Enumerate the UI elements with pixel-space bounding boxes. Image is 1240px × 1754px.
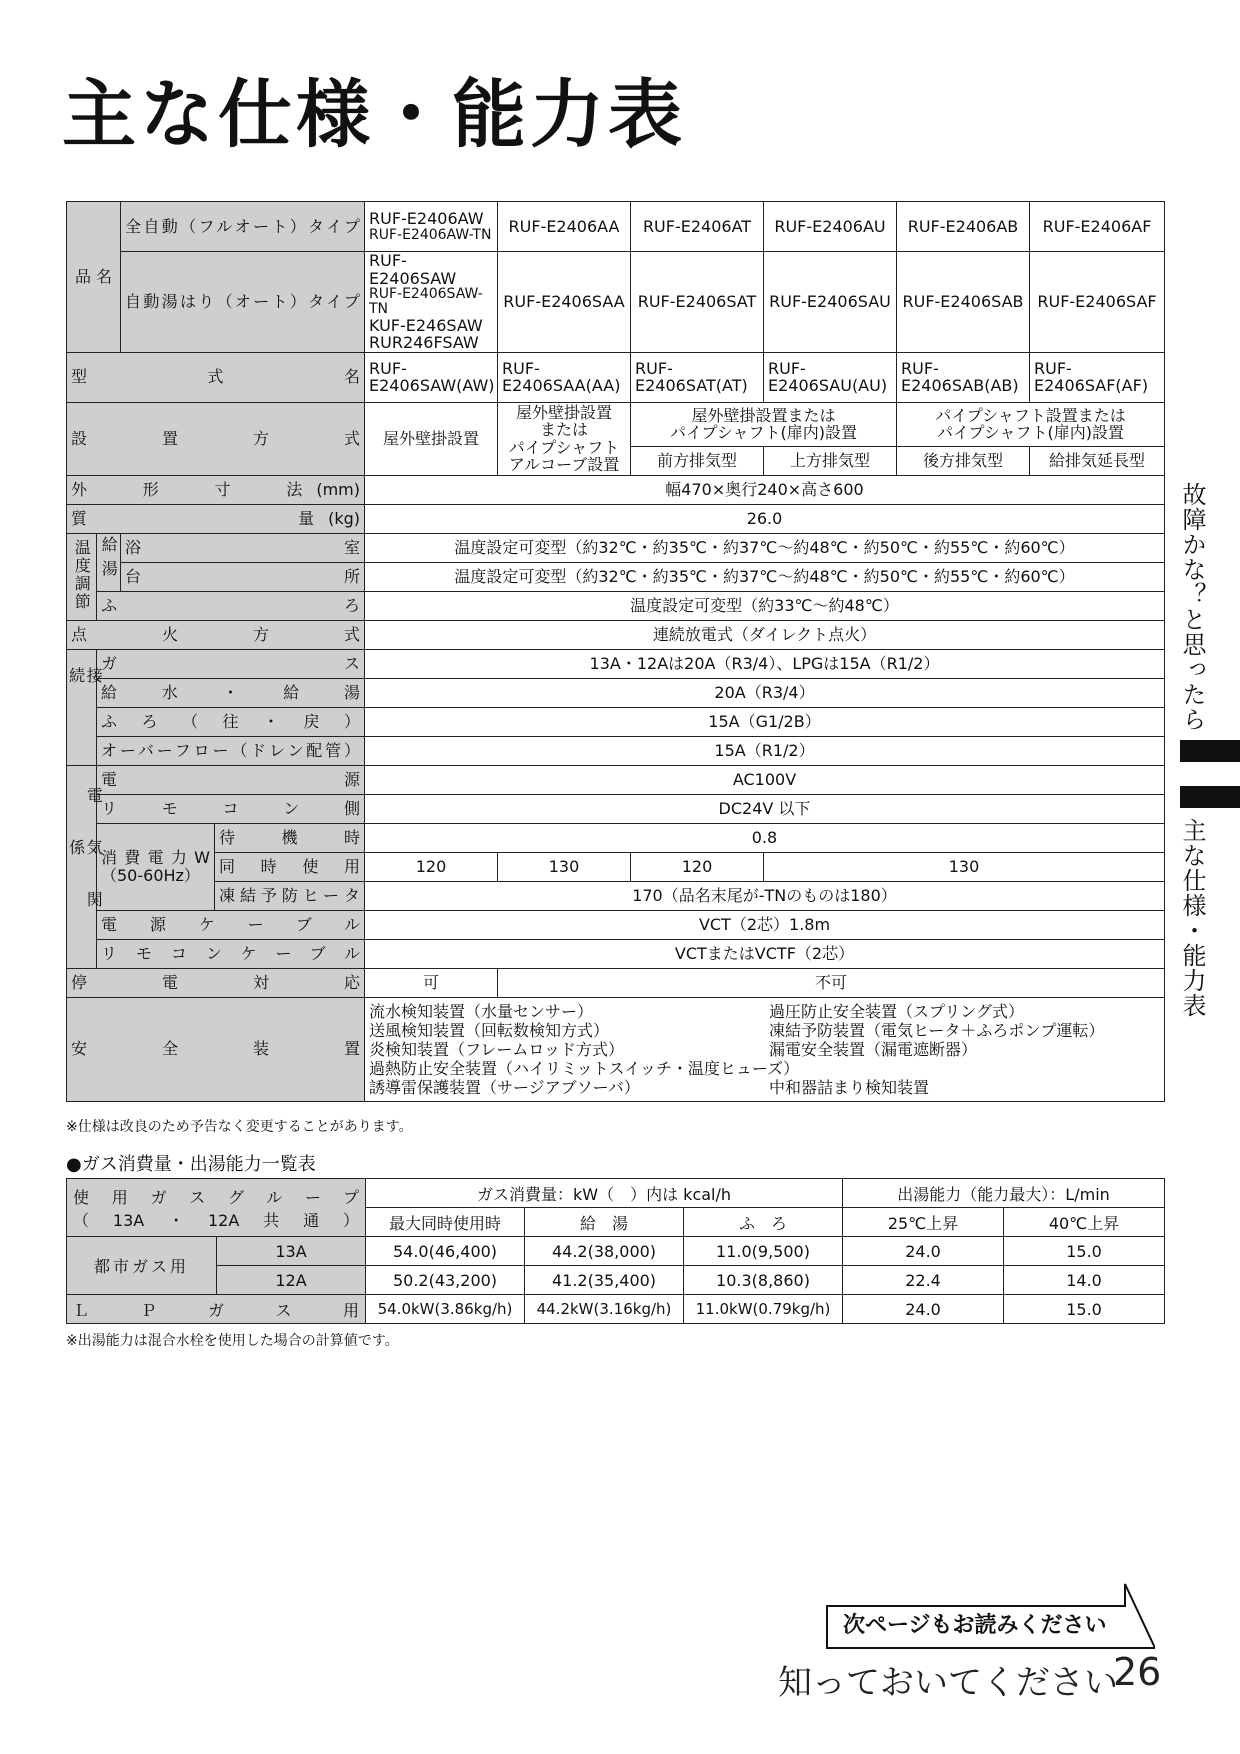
gas-13a-c40: 15.0 [1004, 1237, 1165, 1266]
gas-table [66, 1178, 1165, 1324]
standby-label: 待機時 [215, 823, 365, 852]
model-saw: RUF-E2406SAW RUF-E2406SAW-TN KUF-E246SAW RUR246FSAW [365, 252, 498, 353]
yokushitsu-value: 温度設定可変型（約32℃・約35℃・約37℃～約48℃・約50℃・約55℃・約60℃） [365, 533, 1165, 562]
hinmei-label: 品 名 [67, 202, 121, 353]
lp-furo: 11.0kW(0.79kg/h) [684, 1295, 843, 1324]
teiden-ng: 不可 [498, 968, 1165, 997]
katashiki-af: RUF- E2406SAF(AF) [1030, 352, 1165, 402]
spec-table [66, 201, 1165, 1102]
conn-water-value: 20A（R3/4） [365, 678, 1165, 707]
ondo-furo-value: 温度設定可変型（約33℃～約48℃） [365, 591, 1165, 620]
simul-value-2: 130 [498, 852, 631, 881]
col-furo: ふ ろ [684, 1208, 843, 1237]
kyuto-label: 給湯 [97, 533, 121, 591]
gas-12a-c40: 14.0 [1004, 1266, 1165, 1295]
city-gas-label: 都市ガス用 [67, 1237, 217, 1295]
katashiki-label: 型式名 [67, 352, 365, 402]
gas-group-label: 使用ガスグループ （13A・12A共通） [67, 1179, 366, 1237]
denki-label: 電気関係 [67, 765, 97, 968]
gas-13a-c25: 24.0 [843, 1237, 1004, 1266]
gas-13a-furo: 11.0(9,500) [684, 1237, 843, 1266]
setchi-wall: 屋外壁掛設置 [365, 402, 498, 475]
setchi-back: 後方排気型 [897, 446, 1030, 475]
gaikei-value: 幅470×奥行240×高さ600 [365, 475, 1165, 504]
cable-label: 電源ケーブル [97, 910, 365, 939]
model-at: RUF-E2406AT [631, 202, 764, 252]
teiden-ok: 可 [365, 968, 498, 997]
gas-note: ※出湯能力は混合水栓を使用した場合の計算値です。 [66, 1333, 399, 1349]
gas-table-title: ●ガス消費量・出湯能力一覧表 [66, 1154, 316, 1175]
gas-12a-furo: 10.3(8,860) [684, 1266, 843, 1295]
setchi-group2: パイプシャフト設置または パイプシャフト(扉内)設置 [897, 402, 1165, 446]
spec-note: ※仕様は改良のため予告なく変更することがあります。 [66, 1119, 413, 1135]
gas-13a-label: 13A [217, 1237, 366, 1266]
remocon-cable-label: リモコンケーブル [97, 939, 365, 968]
page-title: 主な仕様・能力表 [62, 72, 686, 158]
setsuzoku-label: 接続 [67, 649, 97, 765]
katashiki-at: RUF- E2406SAT(AT) [631, 352, 764, 402]
gaikei-label: 外形寸法 (mm) [67, 475, 365, 504]
model-saa: RUF-E2406SAA [498, 252, 631, 353]
conn-overflow-label: オーバーフロー（ドレン配管） [97, 736, 365, 765]
gas-12a-label: 12A [217, 1266, 366, 1295]
side-tab-troubleshooting[interactable]: 故障かな？と思ったら [1178, 482, 1206, 732]
footer-section-title: 知っておいてください [778, 1663, 1118, 1703]
setchi-ext: 給排気延長型 [1030, 446, 1165, 475]
simul-value-1: 120 [365, 852, 498, 881]
model-sau: RUF-E2406SAU [764, 252, 897, 353]
freeze-label: 凍結予防ヒータ [215, 881, 365, 910]
conn-gas-value: 13A・12Aは20A（R3/4）、LPGは15A（R1/2） [365, 649, 1165, 678]
model-au: RUF-E2406AU [764, 202, 897, 252]
gas-12a-kyuto: 41.2(35,400) [525, 1266, 684, 1295]
col-25: 25℃上昇 [843, 1208, 1004, 1237]
tenka-label: 点火方式 [67, 620, 365, 649]
setchi-top: 上方排気型 [764, 446, 897, 475]
model-sat: RUF-E2406SAT [631, 252, 764, 353]
tenka-value: 連続放電式（ダイレクト点火） [365, 620, 1165, 649]
gas-13a-max: 54.0(46,400) [366, 1237, 525, 1266]
remocon-label: リモコン側 [97, 794, 365, 823]
anzen-list: 流水検知装置（水量センサー） 過圧防止安全装置（スプリング式） 送風検知装置（回転数検知方式） 凍結予防装置（電気ヒータ＋ふろポンプ運転） 炎検知装置（フレームロッド方式） 漏電安全装置（漏電遮断器） 過熱防止安全装置（ハイリミットスイッチ・温度ヒューズ） 誘導雷保護装置（サージアブソーバ） 中和器詰まり検知装置 [365, 997, 1165, 1101]
col-max: 最大同時使用時 [366, 1208, 525, 1237]
remocon-value: DC24V 以下 [365, 794, 1165, 823]
model-aw: RUF-E2406AW RUF-E2406AW-TN [365, 202, 498, 252]
model-saf: RUF-E2406SAF [1030, 252, 1165, 353]
lp-kyuto: 44.2kW(3.16kg/h) [525, 1295, 684, 1324]
yokushitsu-label: 浴室 [121, 533, 365, 562]
dengen-value: AC100V [365, 765, 1165, 794]
col-40: 40℃上昇 [1004, 1208, 1165, 1237]
page-number: 26 [1113, 1650, 1162, 1694]
katashiki-ab: RUF- E2406SAB(AB) [897, 352, 1030, 402]
side-tab-marker-lower [1180, 786, 1240, 808]
ondo-label: 温度調節 [67, 533, 97, 620]
auto-label: 自動湯はり（オート）タイプ [121, 252, 365, 353]
katashiki-aa: RUF- E2406SAA(AA) [498, 352, 631, 402]
lp-label: ＬＰガス用 [67, 1295, 366, 1324]
setchi-group1: 屋外壁掛設置または パイプシャフト(扉内)設置 [631, 402, 897, 446]
gas-12a-c25: 22.4 [843, 1266, 1004, 1295]
next-page-label: 次ページもお読みください [843, 1613, 1107, 1638]
conn-water-label: 給水・給湯 [97, 678, 365, 707]
ondo-furo-label: ふろ [97, 591, 365, 620]
side-tab-spec[interactable]: 主な仕様・能力表 [1178, 818, 1206, 1018]
model-af: RUF-E2406AF [1030, 202, 1165, 252]
conn-overflow-value: 15A（R1/2） [365, 736, 1165, 765]
power-label: 消費電力W （50-60Hz） [97, 823, 215, 910]
simul-value-4: 130 [764, 852, 1165, 881]
col-kyuto: 給 湯 [525, 1208, 684, 1237]
conn-gas-label: ガス [97, 649, 365, 678]
model-sab: RUF-E2406SAB [897, 252, 1030, 353]
katashiki-au: RUF- E2406SAU(AU) [764, 352, 897, 402]
freeze-value: 170（品名末尾が-TNのものは180） [365, 881, 1165, 910]
anzen-label: 安全装置 [67, 997, 365, 1101]
setchi-alcove: 屋外壁掛設置 または パイプシャフト アルコーブ設置 [498, 402, 631, 475]
simul-value-3: 120 [631, 852, 764, 881]
lp-c25: 24.0 [843, 1295, 1004, 1324]
gas-13a-kyuto: 44.2(38,000) [525, 1237, 684, 1266]
model-aa: RUF-E2406AA [498, 202, 631, 252]
consumption-header: ガス消費量：kW（ ）内は kcal/h [366, 1179, 843, 1208]
cable-value: VCT（2芯）1.8m [365, 910, 1165, 939]
daidokoro-value: 温度設定可変型（約32℃・約35℃・約37℃～約48℃・約50℃・約55℃・約60℃） [365, 562, 1165, 591]
conn-furo-label: ふろ（往・戻） [97, 707, 365, 736]
side-tab-marker-upper [1180, 740, 1240, 762]
daidokoro-label: 台所 [121, 562, 365, 591]
remocon-cable-value: VCTまたはVCTF（2芯） [365, 939, 1165, 968]
full-auto-label: 全自動（フルオート）タイプ [121, 202, 365, 252]
gas-12a-max: 50.2(43,200) [366, 1266, 525, 1295]
lp-c40: 15.0 [1004, 1295, 1165, 1324]
setchi-front: 前方排気型 [631, 446, 764, 475]
model-ab: RUF-E2406AB [897, 202, 1030, 252]
katashiki-aw: RUF- E2406SAW(AW) [365, 352, 498, 402]
capacity-header: 出湯能力（能力最大）：L/min [843, 1179, 1165, 1208]
shitsuryo-label: 質量 (kg) [67, 504, 365, 533]
shitsuryo-value: 26.0 [365, 504, 1165, 533]
teiden-label: 停電対応 [67, 968, 365, 997]
setchi-label: 設置方式 [67, 402, 365, 475]
conn-furo-value: 15A（G1/2B） [365, 707, 1165, 736]
simul-label: 同時使用 [215, 852, 365, 881]
standby-value: 0.8 [365, 823, 1165, 852]
dengen-label: 電源 [97, 765, 365, 794]
lp-max: 54.0kW(3.86kg/h) [366, 1295, 525, 1324]
